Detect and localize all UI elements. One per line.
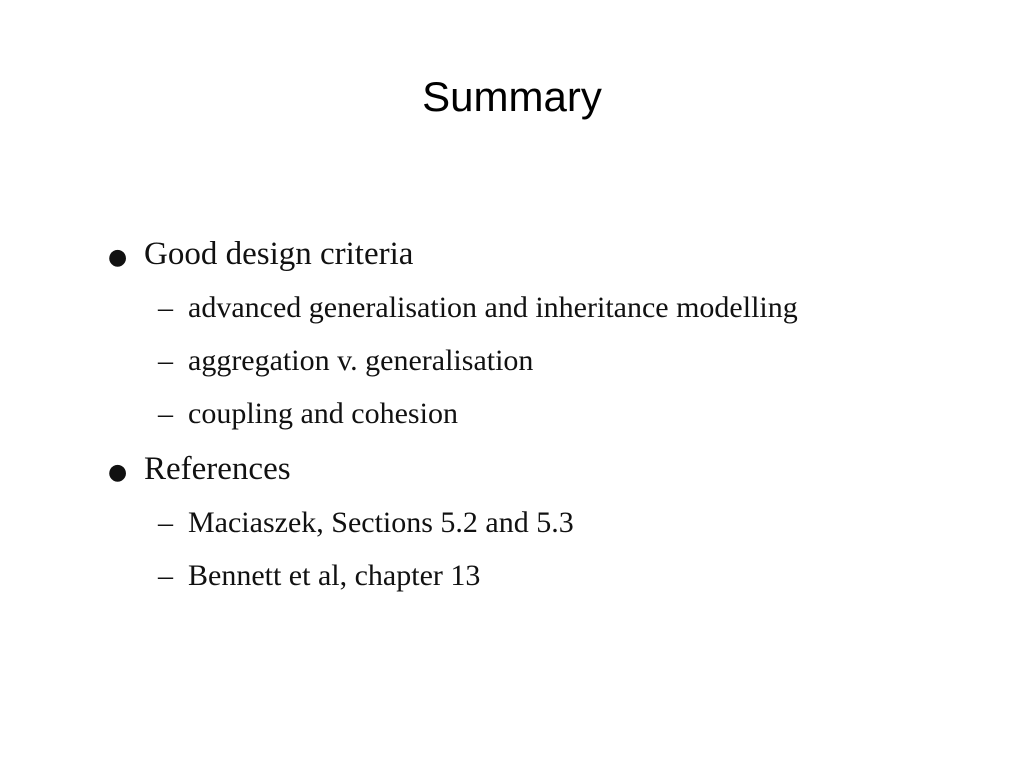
- bullet-label: References: [144, 451, 291, 487]
- bullet-icon: ●: [108, 460, 128, 485]
- sub-bullet-label: aggregation v. generalisation: [188, 344, 534, 377]
- sub-bullet-label: coupling and cohesion: [188, 397, 458, 430]
- bullet-icon: ●: [108, 245, 128, 270]
- bullet-item-good-design-criteria: [108, 234, 968, 274]
- slide-title: Summary: [422, 73, 602, 120]
- dash-icon: –: [158, 559, 173, 592]
- sub-list-references: [108, 505, 968, 594]
- dash-icon: –: [158, 344, 173, 377]
- bullet-list: [108, 234, 968, 611]
- sub-bullet-label: Bennett et al, chapter 13: [188, 559, 481, 592]
- sub-bullet-label: Maciaszek, Sections 5.2 and 5.3: [188, 506, 574, 539]
- sub-bullet-item: [108, 343, 968, 379]
- bullet-label: Good design criteria: [144, 236, 414, 272]
- dash-icon: –: [158, 506, 173, 539]
- sub-bullet-item: [108, 396, 968, 432]
- sub-bullet-label: advanced generalisation and inheritance modelling: [188, 291, 798, 324]
- sub-bullet-item: [108, 290, 968, 326]
- sub-bullet-item: [108, 505, 968, 541]
- dash-icon: –: [158, 397, 173, 430]
- dash-icon: –: [158, 291, 173, 324]
- bullet-item-references: [108, 449, 968, 489]
- sub-bullet-item: [108, 558, 968, 594]
- sub-list-good-design-criteria: [108, 290, 968, 432]
